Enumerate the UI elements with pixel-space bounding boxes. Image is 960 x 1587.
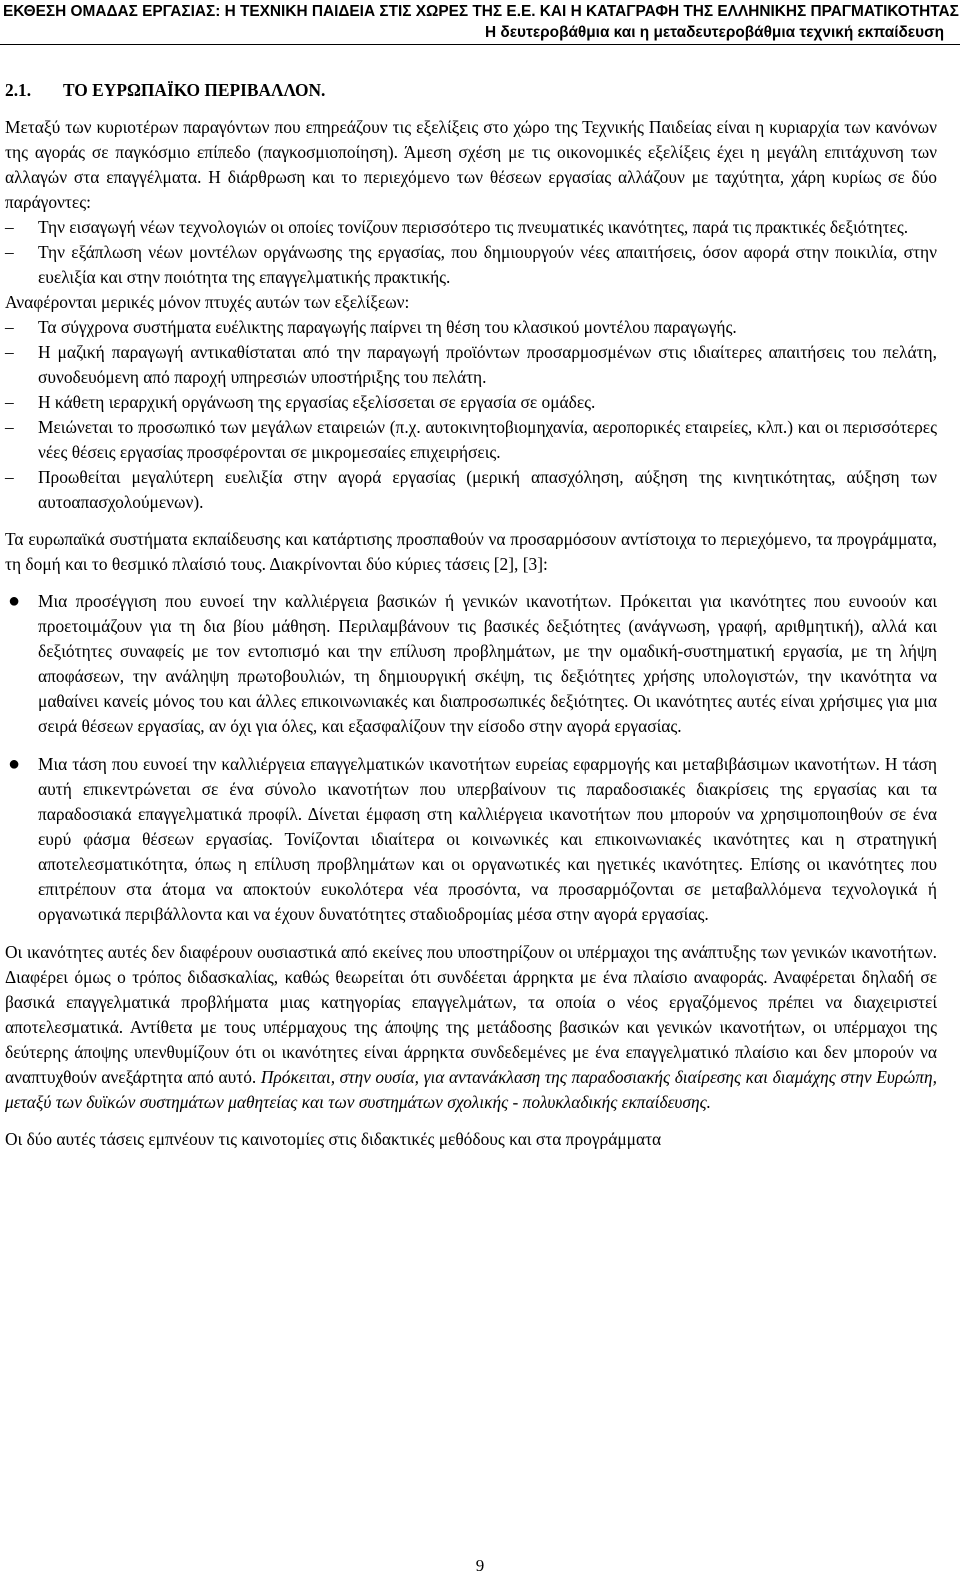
list-item: – Προωθείται μεγαλύτερη ευελιξία στην αγορά εργασίας (μερική απασχόληση, αύξηση της κινητικότητας, αύξηση των αυτοαπασχολούμενων). — [5, 467, 937, 512]
list-item: – Μειώνεται το προσωπικό των μεγάλων εταιρειών (π.χ. αυτοκινητοβιομηχανία, αεροπορικές εταιρείες, κλπ.) και οι περισσότερες νέες θέσεις εργασίας προσφέρονται σε μικρομεσαίες επιχειρήσεις. — [5, 417, 937, 462]
list-item: – Η κάθετη ιεραρχική οργάνωση της εργασίας εξελίσσεται σε εργασία σε ομάδες. — [5, 390, 937, 415]
dash-marker: – — [5, 417, 14, 437]
dash-marker: – — [5, 317, 14, 337]
bullet-item: ● Μια τάση που ευνοεί την καλλιέργεια επαγγελματικών ικανοτήτων ευρείας εφαρμογής και μεταβιβάσιμων ικανοτήτων. Η τάση αυτή επικεντρώνεται σε ένα σύνολο ικανοτήτων που υπερβαίνουν τις παραδοσιακές διακρίσεις της εργασίας και τα παραδοσιακά επαγγελματικά προφίλ. Δίνεται έμφαση στη καλλιέργεια ικανοτήτων που μπορούν να χρησιμοποιηθούν σε ένα ευρύ φάσμα θέσεων εργασίας. Τονίζονται ιδιαίτερα οι κοινωνικές και επικοινωνιακές ικανότητες και η στρατηγική αποτελεσματικότητα, όπως η επίλυση προβλημάτων και οι οργανωτικές και ηγετικές ικανότητες. Επίσης οι ικανότητες που επιτρέπουν στα άτομα να αποκτούν ευκολότερα νέα προσόντα, να προσαρμόζονται σε μεταβαλλόμενα τεχνολογικά ή οργανωτικά περιβάλλοντα και να έχουν δυνατότητες σταδιοδρομίας μέσα στην αγορά εργασίας. — [8, 753, 937, 924]
dash-marker: – — [5, 392, 14, 412]
italic-note: Πρόκειται, στην ουσία, για αντανάκλαση της παραδοσιακής διαίρεσης και διαμάχης στην Ευρώπη, μεταξύ των δυϊκών συστημάτων μαθητείας και των συστημάτων σχολικής - πολυκλαδικής εκπαίδευσης. — [5, 1067, 937, 1112]
page-number: 9 — [475, 1556, 485, 1575]
bullet-item: ● Μια προσέγγιση που ευνοεί την καλλιέργεια βασικών ή γενικών ικανοτήτων. Πρόκειται για ικανότητες που ευνοούν και προετοιμάζουν για τη δια βίου μάθηση. Περιλαμβάνουν τις βασικές δεξιότητες (ανάγνωση, γραφή, αριθμητική), αλλά και δεξιότητες συναφείς με τον εντοπισμό και την επίλυση προβλημάτων, με την ομαδική-συστηματική εργασία, με τη λήψη αποφάσεων, την ανάληψη πρωτοβουλιών, τη δημιουργική σκέψη, τις δεξιότητες χρήσης υπολογιστών, την ικανότητα να μαθαίνει κανείς μόνος του και άλλες επικοινωνιακές και διαπροσωπικές δεξιότητες. Οι ικανότητες αυτές είναι χρήσιμες για μια σειρά θέσεων εργασίας, αν όχι για όλες, και εξασφαλίζουν την είσοδο στην αγορά εργασίας. — [8, 590, 937, 736]
section-title: ΤΟ ΕΥΡΩΠΑΪΚΟ ΠΕΡΙΒΑΛΛΟΝ. — [63, 80, 326, 100]
dash-marker: – — [5, 467, 14, 487]
aspects-list — [5, 315, 937, 515]
header-title: ΕΚΘΕΣΗ ΟΜΑΔΑΣ ΕΡΓΑΣΙΑΣ: Η ΤΕΧΝΙΚΗ ΠΑΙΔΕΙΑ ΣΤΙΣ ΧΩΡΕΣ ΤΗΣ Ε.Ε. ΚΑΙ Η ΚΑΤΑΓΡΑΦΗ ΤΗΣ ΕΛΛΗΝΙΚΗΣ ΠΡΑΓΜΑΤΙΚΟΤΗΤΑΣ — [3, 3, 959, 20]
dash-marker: – — [5, 242, 14, 262]
paragraph-comparison: Οι ικανότητες αυτές δεν διαφέρουν ουσιαστικά από εκείνες που υποστηρίζουν οι υπέρμαχοι της ανάπτυξης των γενικών ικανοτήτων. Διαφέρει όμως ο τρόπος διδασκαλίας, καθώς θεωρείται ότι συνδέεται άρρηκτα με ένα πλαίσιο αναφοράς. Αναφέρεται δηλαδή σε βασικά επαγγελματικά προβλήματα μιας κατηγορίας επαγγελμάτων, τα οποία ο νέος εργαζόμενος πρέπει να διαχειριστεί αποτελεσματικά. Αντίθετα με τους υπέρμαχους της άποψης της μετάδοσης βασικών και γενικών ικανοτήτων, οι υπέρμαχοι της δεύτερης άποψης υπενθυμίζουν ότι οι ικανότητες είναι άρρηκτα συνδεδεμένες με ένα επαγγελματικό πλαίσιο και δεν μπορούν να αναπτυχθούν ανεξάρτητα από αυτό. Πρόκειται, στην ουσία, για αντανάκλαση της παραδοσιακής διαίρεσης και διαμάχης στην Ευρώπη, μεταξύ των δυϊκών συστημάτων μαθητείας και των συστημάτων σχολικής - πολυκλαδικής εκπαίδευσης. — [5, 942, 937, 1112]
trends-list — [5, 589, 937, 927]
running-header — [0, 0, 960, 44]
section-number: 2.1. — [5, 80, 32, 100]
list-item: – Η μαζική παραγωγή αντικαθίσταται από την παραγωγή προϊόντων προσαρμοσμένων στις ιδιαίτερες απαιτήσεις του πελάτη, συνοδευόμενη από παροχή υπηρεσιών υποστήριξης του πελάτη. — [5, 342, 937, 387]
paragraph-trends: Τα ευρωπαϊκά συστήματα εκπαίδευσης και κατάρτισης προσπαθούν να προσαρμόσουν αντίστοιχα το περιεχόμενο, τα προγράμματα, τη δομή και το θεσμικό πλαίσιό τους. Διακρίνονται δύο κύριες τάσεις [2], [3]: — [5, 529, 937, 574]
paragraph-aspects: Αναφέρονται μερικές μόνον πτυχές αυτών των εξελίξεων: — [5, 292, 410, 312]
list-item: – Τα σύγχρονα συστήματα ευέλικτης παραγωγής παίρνει τη θέση του κλασικού μοντέλου παραγωγής. — [5, 315, 937, 340]
header-subtitle: Η δευτεροβάθμια και η μεταδευτεροβάθμια τεχνική εκπαίδευση — [485, 24, 944, 41]
bullet-marker: ● — [8, 753, 21, 775]
header-divider — [0, 44, 960, 45]
factors-list — [5, 215, 937, 290]
bullet-marker: ● — [8, 590, 21, 612]
paragraph-closing: Οι δύο αυτές τάσεις εμπνέουν τις καινοτομίες στις διδακτικές μεθόδους και στα προγράμματα — [5, 1129, 662, 1149]
dash-marker: – — [5, 217, 14, 237]
list-item: – Την εξάπλωση νέων μοντέλων οργάνωσης της εργασίας, που δημιουργούν νέες απαιτήσεις, όσον αφορά στην ποικιλία, στην ευελιξία και στην ποιότητα της επαγγελματικής πρακτικής. — [5, 242, 937, 287]
dash-marker: – — [5, 342, 14, 362]
section-heading — [5, 78, 937, 103]
paragraph-intro: Μεταξύ των κυριοτέρων παραγόντων που επηρεάζουν τις εξελίξεις στο χώρο της Τεχνικής Παιδείας είναι η κυριαρχία των κανόνων της αγοράς σε παγκόσμιο επίπεδο (παγκοσμιοποίηση). Άμεση σχέση με τις οικονομικές εξελίξεις έχει η μεγάλη επιτάχυνση των αλλαγών στα επαγγέλματα. Η διάρθρωση και το περιεχόμενο των θέσεων εργασίας αλλάζουν με ταχύτητα, χάρη κυρίως σε δύο παράγοντες: — [5, 117, 937, 212]
page-body — [5, 78, 937, 1152]
list-item: – Την εισαγωγή νέων τεχνολογιών οι οποίες τονίζουν περισσότερο τις πνευματικές ικανότητες, παρά τις πρακτικές δεξιότητες. — [5, 215, 937, 240]
